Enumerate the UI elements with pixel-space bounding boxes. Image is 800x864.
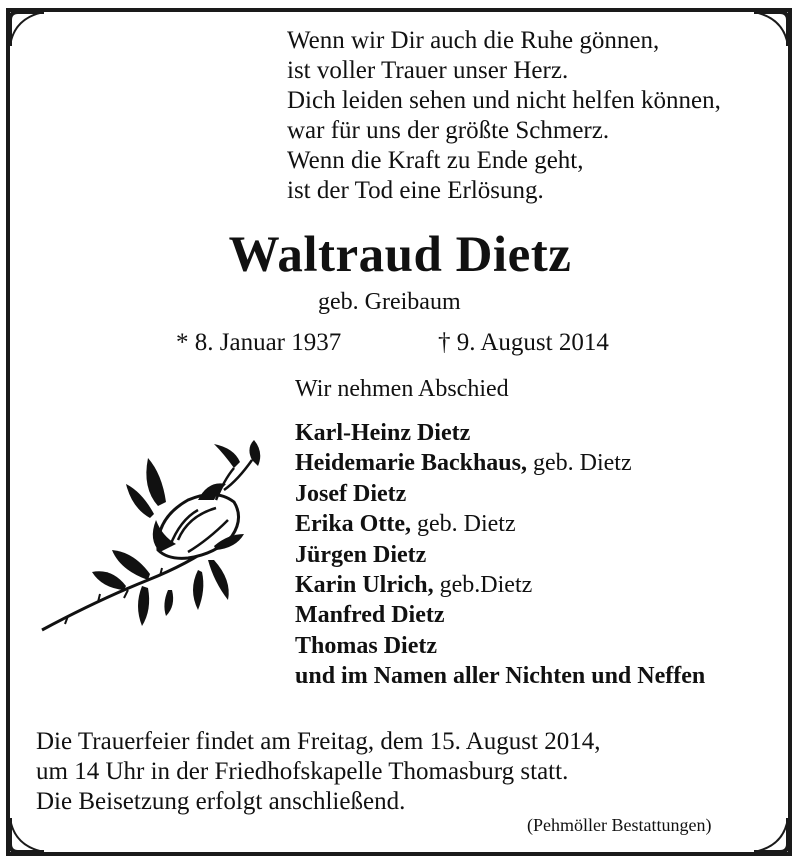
mourner-entry bbox=[295, 570, 705, 600]
poem-line: Dich leiden sehen und nicht helfen können, bbox=[287, 87, 721, 114]
maiden-name: geb. Greibaum bbox=[318, 289, 461, 315]
mourner-name: Karin Ulrich, bbox=[295, 572, 434, 599]
mourner-entry bbox=[295, 448, 705, 478]
poem-line: ist der Tod eine Erlösung. bbox=[287, 177, 544, 204]
funeral-service-info bbox=[36, 727, 600, 817]
deceased-name: Waltraud Dietz bbox=[228, 227, 572, 283]
poem-line: ist voller Trauer unser Herz. bbox=[287, 57, 569, 84]
mourner-name: Karl-Heinz Dietz bbox=[295, 420, 471, 446]
corner-ornament bbox=[754, 12, 788, 46]
birth-date: * 8. Januar 1937 bbox=[176, 329, 342, 356]
mourner-entry bbox=[295, 479, 705, 509]
service-line: um 14 Uhr in der Friedhofskapelle Thomasburg statt. bbox=[36, 758, 569, 785]
undertaker-credit: (Pehmöller Bestattungen) bbox=[527, 815, 712, 835]
mourner-entry bbox=[295, 509, 705, 539]
mourner-name: Erika Otte, bbox=[295, 511, 411, 538]
mourner-note: geb. Dietz bbox=[527, 450, 632, 477]
mourner-entry bbox=[295, 600, 705, 630]
mourner-name: Manfred Dietz bbox=[295, 602, 445, 629]
mourner-name: und im Namen aller Nichten und Neffen bbox=[295, 663, 706, 690]
mourner-name: Jürgen Dietz bbox=[295, 541, 427, 568]
mourner-entry bbox=[295, 418, 705, 448]
mourner-name: Josef Dietz bbox=[295, 480, 407, 507]
mourner-note: geb. Dietz bbox=[410, 511, 516, 538]
corner-ornament bbox=[10, 818, 44, 852]
mourner-entry bbox=[295, 661, 705, 691]
rose-illustration bbox=[38, 440, 268, 640]
mourner-entry bbox=[295, 540, 705, 570]
service-line: Die Beisetzung erfolgt anschließend. bbox=[36, 788, 406, 815]
mourner-entry bbox=[295, 631, 705, 661]
death-date: † 9. August 2014 bbox=[438, 329, 609, 356]
mourner-note: geb.Dietz bbox=[433, 572, 533, 599]
poem-line: Wenn wir Dir auch die Ruhe gönnen, bbox=[287, 27, 660, 54]
poem-line: Wenn die Kraft zu Ende geht, bbox=[287, 147, 584, 174]
mourners-list bbox=[295, 418, 705, 692]
service-line: Die Trauerfeier findet am Freitag, dem 15. August 2014, bbox=[36, 728, 601, 755]
mourner-name: Thomas Dietz bbox=[295, 632, 437, 659]
farewell-intro: Wir nehmen Abschied bbox=[295, 376, 509, 402]
poem bbox=[287, 26, 721, 206]
poem-line: war für uns der größte Schmerz. bbox=[287, 117, 610, 144]
corner-ornament bbox=[10, 12, 44, 46]
mourner-name: Heidemarie Backhaus, bbox=[295, 450, 527, 477]
corner-ornament bbox=[754, 818, 788, 852]
